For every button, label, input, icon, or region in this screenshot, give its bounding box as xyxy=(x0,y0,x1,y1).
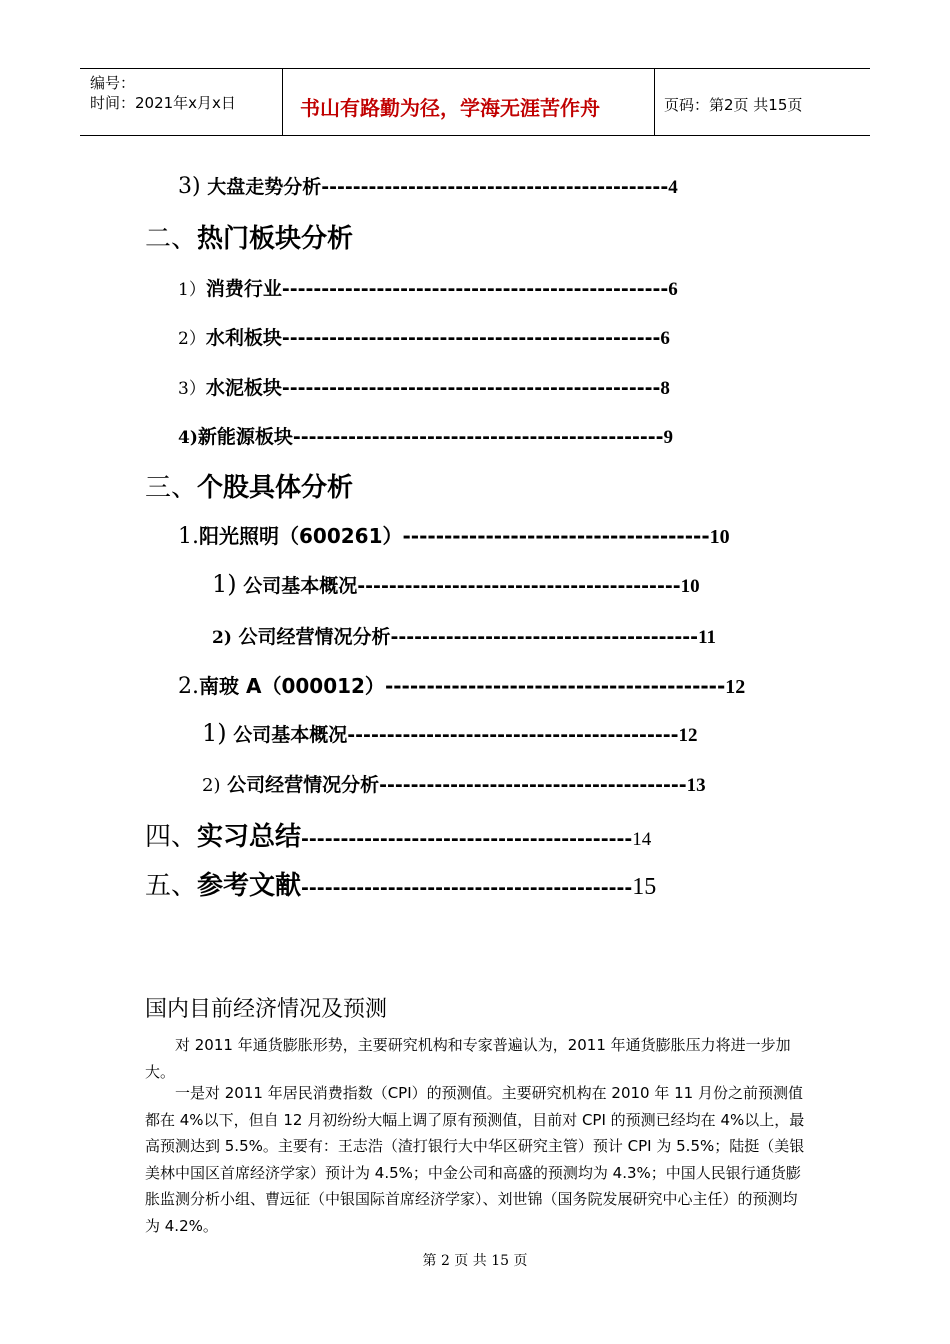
toc-leader: ----------------------------------------- xyxy=(384,674,726,698)
toc-page: 10 xyxy=(709,526,730,548)
toc-entry[interactable] xyxy=(202,770,706,797)
toc-page: 10 xyxy=(680,576,700,597)
toc-page: 11 xyxy=(698,627,717,648)
toc-text: 新能源板块 xyxy=(197,426,293,448)
toc-number: 1) xyxy=(212,570,237,598)
toc-number: 1） xyxy=(178,280,206,300)
toc-leader: ------------------------------------- xyxy=(402,524,710,548)
toc-number: 3) xyxy=(178,174,201,199)
header-top-rule xyxy=(80,68,870,69)
toc-entry[interactable] xyxy=(178,172,678,199)
paragraph: 对 2011 年通货膨胀形势，主要研究机构和专家普遍认为，2011 年通货膨胀压力将进一步加大。 xyxy=(145,1036,791,1081)
header-page-info: 页码：第2页 共15页 xyxy=(664,96,803,114)
toc-leader: ------------------------------------------------- xyxy=(281,278,669,300)
toc-text: 公司基本概况 xyxy=(243,575,358,597)
header-divider-left xyxy=(282,68,283,136)
header-divider-right xyxy=(654,68,655,136)
toc-number: 四、 xyxy=(145,822,198,852)
toc-entry[interactable] xyxy=(178,520,730,549)
toc-page: 13 xyxy=(686,775,706,796)
toc-number: 1) xyxy=(202,719,227,747)
toc-leader: ------------------------------------------------ xyxy=(281,327,661,349)
toc-text: 阳光照明（600261） xyxy=(199,524,403,548)
toc-entry[interactable] xyxy=(178,422,673,449)
toc-entry[interactable] xyxy=(178,323,670,350)
toc-leader: ------------------------------------------ xyxy=(301,877,633,899)
toc-entry[interactable] xyxy=(212,570,700,598)
header-date: 时间：2021年x月x日 xyxy=(90,94,236,112)
toc-heading[interactable] xyxy=(145,467,353,504)
toc-entry[interactable] xyxy=(178,274,678,301)
toc-page: 6 xyxy=(668,279,678,300)
toc-text: 公司经营情况分析 xyxy=(227,774,380,796)
toc-number: 2) xyxy=(212,628,232,648)
toc-page: 12 xyxy=(678,725,698,746)
toc-text: 公司基本概况 xyxy=(233,724,348,746)
toc-leader: --------------------------------------- xyxy=(379,774,687,796)
toc-page: 9 xyxy=(663,427,674,448)
toc-number: 1. xyxy=(178,524,199,549)
toc-leader: ------------------------------------------------ xyxy=(281,377,661,399)
header-motto: 书山有路勤为径，学海无涯苦作舟 xyxy=(300,96,600,120)
toc-entry[interactable] xyxy=(178,670,745,699)
toc-number: 2. xyxy=(178,674,199,699)
toc-page: 12 xyxy=(725,676,746,698)
toc-number: 3） xyxy=(178,379,206,399)
toc-page: 6 xyxy=(660,328,670,349)
header-code-label: 编号： xyxy=(90,74,136,92)
toc-number: 4) xyxy=(178,428,198,448)
toc-leader: ----------------------------------------------- xyxy=(292,426,664,448)
toc-text: 南玻 A（000012） xyxy=(199,674,385,698)
toc-page: 8 xyxy=(660,378,670,399)
toc-text: 水利板块 xyxy=(205,327,282,349)
toc-heading[interactable] xyxy=(145,816,651,853)
page-footer: 第 2 页 共 15 页 xyxy=(422,1253,528,1269)
toc-number: 三、 xyxy=(145,473,198,503)
toc-text: 参考文献 xyxy=(197,871,302,901)
toc-page: 14 xyxy=(632,829,652,850)
toc-text: 公司经营情况分析 xyxy=(238,626,391,648)
toc-heading[interactable] xyxy=(145,218,353,255)
toc-leader: ------------------------------------------ xyxy=(301,828,633,850)
section-title: 国内目前经济情况及预测 xyxy=(145,997,388,1022)
toc-text: 实习总结 xyxy=(197,822,302,852)
toc-number: 五、 xyxy=(145,871,198,901)
header-bottom-rule xyxy=(80,135,870,136)
toc-entry[interactable] xyxy=(202,719,697,747)
toc-entry[interactable] xyxy=(212,622,716,649)
toc-text: 大盘走势分析 xyxy=(207,176,322,198)
paragraph: 一是对 2011 年居民消费指数（CPI）的预测值。主要研究机构在 2010 年 11 月份之前预测值都在 4%以下，但自 12 月初纷纷大幅上调了原有预测值，目前对 CPI 的预测已经均在 4%以上，最高预测达到 5.5%。主要有：王志浩（渣打银行大中华区研究主管）预计 CPI 为 5.5%；陆挺（美银美林中国区首席经济学家）预计为 4.5%；中金公司和高盛的预测均为 4.3%；中国人民银行通货膨胀监测分析小组、曹远征（中银国际首席经济学家）、刘世锦（国务院发展研究中心主任）的预测均为 4.2%。 xyxy=(145,1084,805,1235)
toc-number: 二、 xyxy=(145,224,198,254)
toc-leader: -------------------------------------------- xyxy=(321,176,669,198)
toc-page: 4 xyxy=(668,177,678,198)
toc-page: 15 xyxy=(632,874,657,900)
toc-entry[interactable] xyxy=(178,373,670,400)
toc-text: 水泥板块 xyxy=(205,377,282,399)
toc-number: 2） xyxy=(178,329,206,349)
toc-text: 热门板块分析 xyxy=(197,224,354,254)
toc-heading[interactable] xyxy=(145,865,656,902)
toc-text: 消费行业 xyxy=(205,278,282,300)
toc-leader: ----------------------------------------- xyxy=(357,575,681,597)
toc-text: 个股具体分析 xyxy=(197,473,354,503)
toc-leader: ------------------------------------------ xyxy=(347,724,679,746)
toc-leader: --------------------------------------- xyxy=(390,626,699,648)
toc-number: 2) xyxy=(202,775,221,796)
